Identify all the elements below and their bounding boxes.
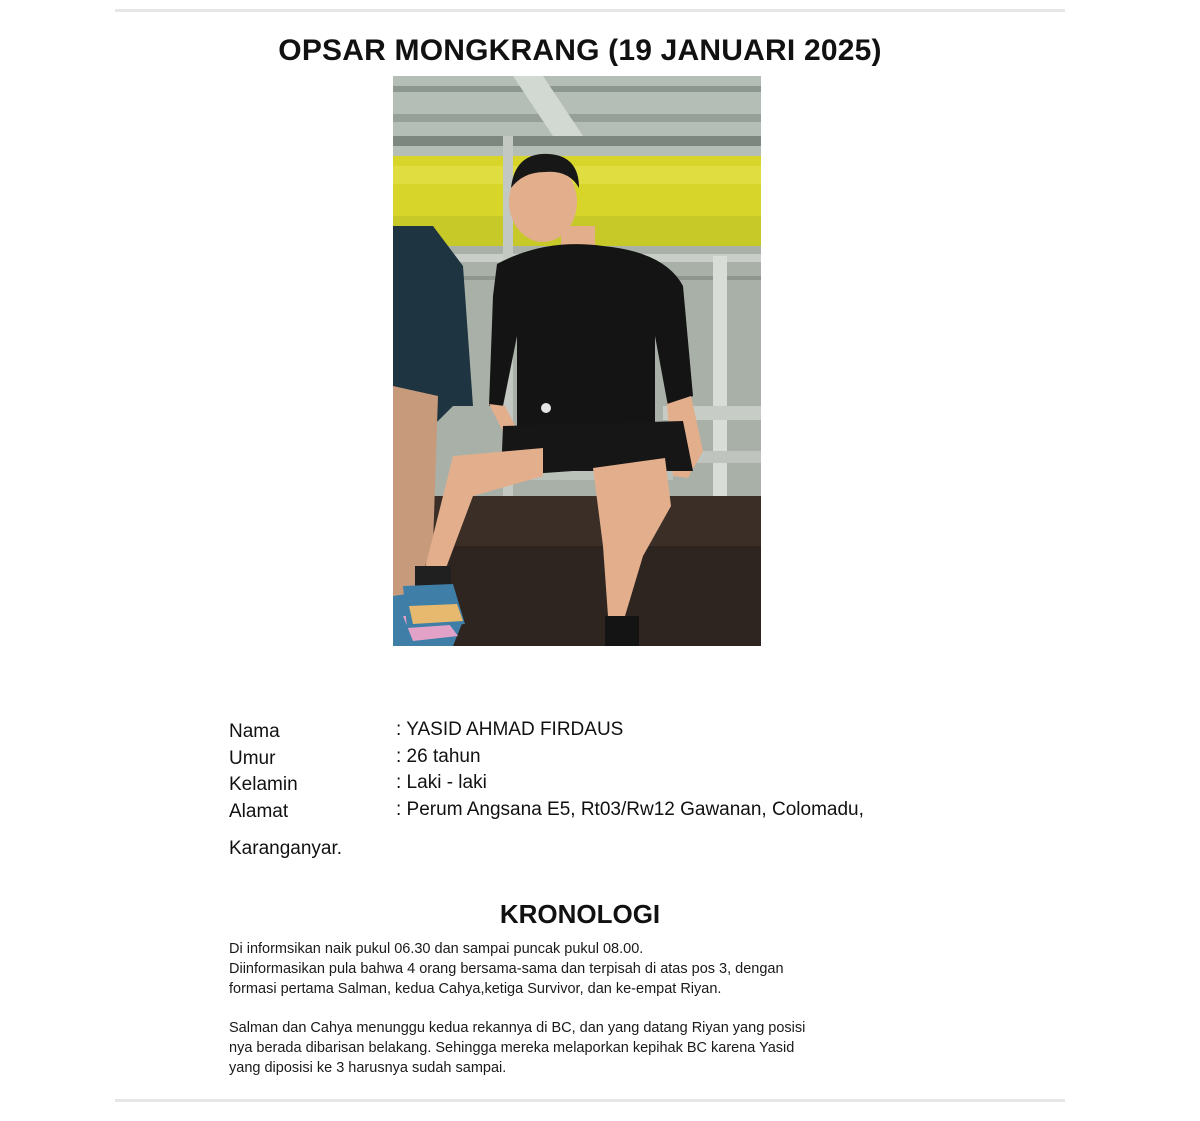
section-heading-kronologi: KRONOLOGI [499, 899, 661, 929]
missing-person-photo [393, 76, 761, 646]
paragraph-line: formasi pertama Salman, kedua Cahya,ketiga Survivor, dan ke-empat Riyan. [229, 981, 722, 997]
profile-details [229, 719, 949, 859]
profile-row-nama [229, 719, 949, 746]
page-title: OPSAR MONGKRANG (19 JANUARI 2025) [278, 34, 882, 67]
paragraph-line: Salman dan Cahya menunggu kedua rekannya di BC, dan yang datang Riyan yang posisi [229, 1020, 806, 1036]
profile-value: : 26 tahun [396, 745, 481, 767]
profile-label: Kelamin [229, 774, 298, 795]
bottom-divider [115, 1099, 1065, 1102]
paragraph-line: nya berada dibarisan belakang. Sehingga mereka melaporkan kepihak BC karena Yasid [229, 1040, 795, 1056]
profile-label: Nama [229, 721, 280, 742]
profile-value: : Laki - laki [396, 772, 487, 793]
profile-label: Umur [229, 747, 276, 769]
paragraph-line: Di informsikan naik pukul 06.30 dan sampai puncak pukul 08.00. [229, 941, 644, 957]
top-divider [115, 9, 1065, 12]
profile-label: Alamat [229, 800, 289, 822]
paragraph-line: yang diposisi ke 3 harusnya sudah sampai. [229, 1060, 507, 1076]
chronology-paragraph-2 [229, 1018, 949, 1078]
profile-row-kelamin [229, 772, 949, 799]
profile-row-umur [229, 746, 949, 773]
address-continuation: Karanganyar. [229, 838, 343, 859]
chronology-paragraph-1 [229, 939, 949, 999]
profile-row-alamat [229, 799, 949, 826]
profile-value: : YASID AHMAD FIRDAUS [396, 719, 624, 740]
profile-value: : Perum Angsana E5, Rt03/Rw12 Gawanan, Colomadu, [396, 798, 864, 820]
paragraph-line: Diinformasikan pula bahwa 4 orang bersama-sama dan terpisah di atas pos 3, dengan [229, 961, 784, 977]
